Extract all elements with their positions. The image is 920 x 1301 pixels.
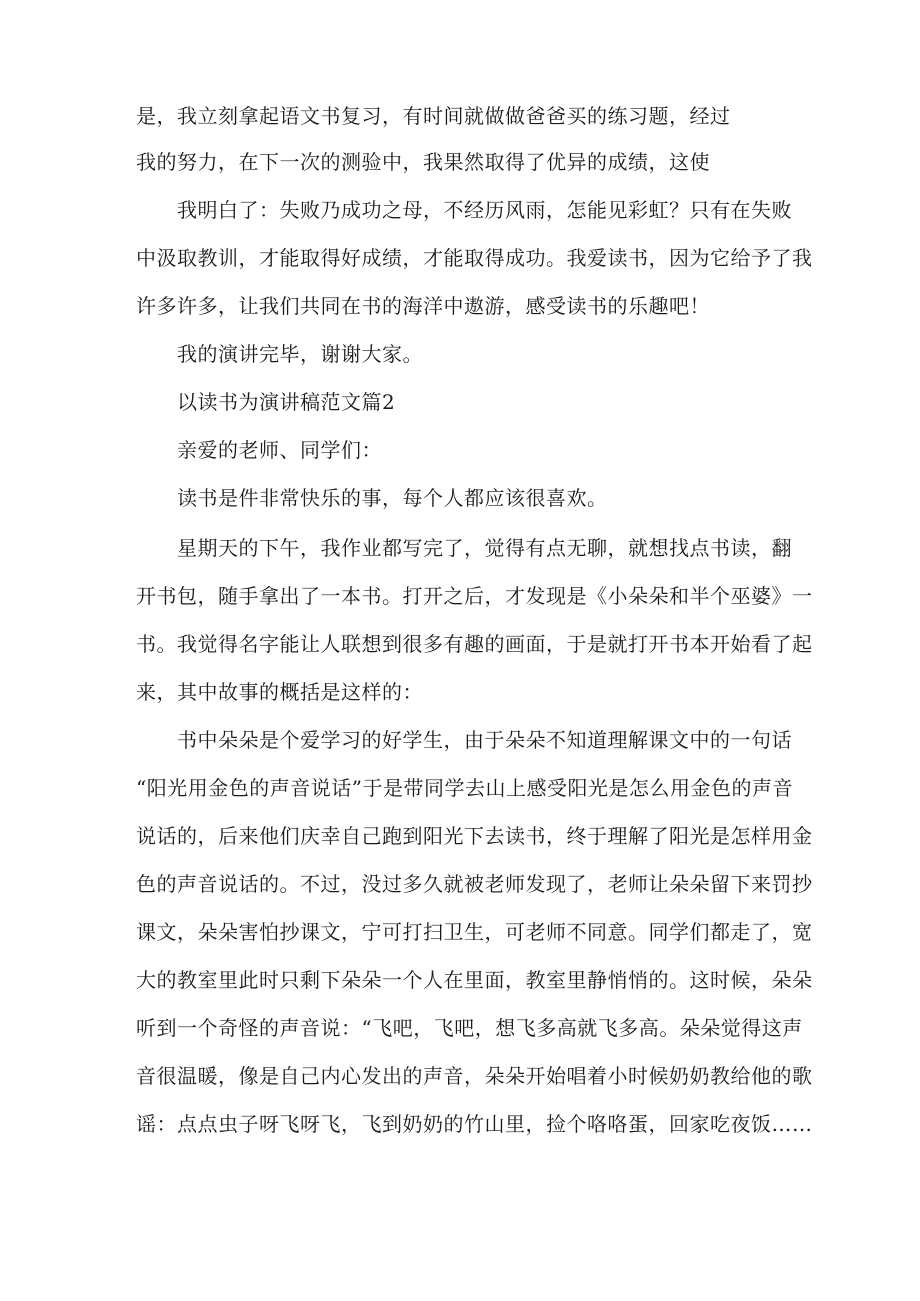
text-line: 来，其中故事的概括是这样的： xyxy=(136,680,423,704)
text-line: 色的声音说话的。不过，没过多久就被老师发现了，老师让朵朵留下来罚抄 xyxy=(136,872,813,896)
text-line: 开书包，随手拿出了一本书。打开之后，才发现是《小朵朵和半个巫婆》一 xyxy=(136,584,813,608)
section-heading: 以读书为演讲稿范文篇2 xyxy=(177,390,396,414)
text-line: 听到一个奇怪的声音说：“飞吧，飞吧，想飞多高就飞多高。朵朵觉得这声 xyxy=(136,1016,803,1040)
text-line: 我的努力，在下一次的测验中，我果然取得了优异的成绩，这使 xyxy=(136,150,710,174)
closing-remark: 我的演讲完毕，谢谢大家。 xyxy=(177,342,423,366)
text-line: 谣：点点虫子呀飞呀飞，飞到奶奶的竹山里，捡个咯咯蛋，回家吃夜饭…… xyxy=(136,1112,813,1136)
paragraph-start: 星期天的下午，我作业都写完了，觉得有点无聊，就想找点书读，翻 xyxy=(177,536,792,560)
text-line: 是，我立刻拿起语文书复习，有时间就做做爸爸买的练习题，经过 xyxy=(136,104,731,128)
text-line: 课文，朵朵害怕抄课文，宁可打扫卫生，可老师不同意。同学们都走了，宽 xyxy=(136,920,813,944)
paragraph-start: 读书是件非常快乐的事，每个人都应该很喜欢。 xyxy=(177,486,608,510)
text-line: 音很温暖，像是自己内心发出的声音，朵朵开始唱着小时候奶奶教给他的歌 xyxy=(136,1064,813,1088)
text-line: 大的教室里此时只剩下朵朵一个人在里面，教室里静悄悄的。这时候，朵朵 xyxy=(136,968,813,992)
salutation: 亲爱的老师、同学们： xyxy=(177,438,382,462)
text-line: 许多许多，让我们共同在书的海洋中遨游，感受读书的乐趣吧！ xyxy=(136,294,710,318)
text-line: 书。我觉得名字能让人联想到很多有趣的画面，于是就打开书本开始看了起 xyxy=(136,632,813,656)
text-line: “阳光用金色的声音说话”于是带同学去山上感受阳光是怎么用金色的声音 xyxy=(136,776,793,800)
text-line: 说话的，后来他们庆幸自己跑到阳光下去读书，终于理解了阳光是怎样用金 xyxy=(136,824,813,848)
paragraph-start: 书中朵朵是个爱学习的好学生，由于朵朵不知道理解课文中的一句话 xyxy=(177,728,792,752)
text-line: 中汲取教训，才能取得好成绩，才能取得成功。我爱读书，因为它给予了我 xyxy=(136,246,813,270)
paragraph-start: 我明白了：失败乃成功之母，不经历风雨，怎能见彩虹？只有在失败 xyxy=(177,198,792,222)
